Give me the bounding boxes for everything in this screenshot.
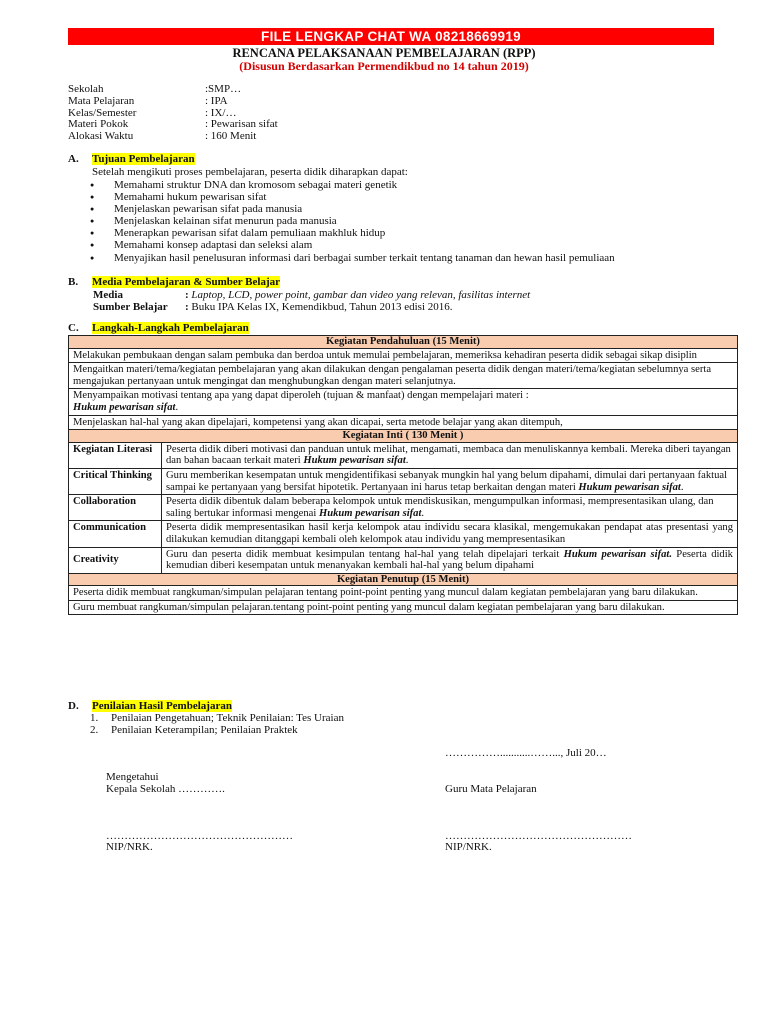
- table-row: Peserta didik membuat rangkuman/simpulan pelajaran tentang point-point penting yang muncul dalam kegiatan pembelajaran yang baru dilakukan.: [69, 586, 738, 601]
- identity-row-alokasi: [68, 131, 256, 142]
- list-item: [90, 712, 344, 724]
- identity-value: : Pewarisan sifat: [205, 118, 278, 130]
- list-text: Penilaian Keterampilan; Penilaian Praktek: [111, 724, 298, 736]
- media-value: Laptop, LCD, power point, gambar dan video yang relevan, fasilitas internet: [191, 289, 531, 301]
- section-letter: C.: [68, 322, 79, 334]
- list-number: 2.: [90, 724, 99, 736]
- table-row: Mengaitkan materi/tema/kegiatan pembelajaran yang akan dilakukan dengan pengalaman peserta didik dengan materi/tema/kegiatan sebelumnya serta mengajukan pertanyaan untuk mengingat dan menghubungkan dengan materi selanjutnya.: [69, 363, 738, 389]
- promo-banner: FILE LENGKAP CHAT WA 08218669919: [68, 28, 714, 45]
- cell-topic: Hukum pewarisan sifat: [303, 455, 406, 467]
- table-cell: Peserta didik dibentuk dalam beberapa kelompok untuk mendiskusikan, mengumpulkan informasi, mempresentasikan ulang, dan saling bertukar informasi mengenai Hukum pewarisan sifat.: [162, 495, 738, 521]
- assessment-list: [90, 712, 344, 736]
- list-item: ● Memahami struktur DNA dan kromosom sebagai materi genetik: [90, 179, 615, 191]
- nip-left: NIP/NRK.: [106, 841, 153, 853]
- section-title: Media Pembelajaran & Sumber Belajar: [92, 276, 280, 288]
- cell-topic: Hukum pewarisan sifat: [578, 481, 681, 493]
- cell-topic: Hukum pewarisan sifat: [318, 507, 422, 519]
- signature-line-left: ……………………………………………: [106, 830, 293, 842]
- identity-row-materi: [68, 119, 278, 130]
- identity-value: : IX/…: [205, 107, 237, 119]
- known-by-label: Mengetahui: [106, 771, 159, 783]
- penutup-heading: Kegiatan Penutup (15 Menit): [69, 573, 738, 586]
- cell-text-after: Peserta didik kemudian diberi kesempatan untuk menanyakan kembali hal-hal yang belum dipahami: [166, 548, 733, 572]
- cell-text: Peserta didik diberi motivasi dan panduan untuk melihat, mengamati, membaca dan menuliskannya kembali. Mereka diberi tayangan dan bahan bacaan terkait materi: [166, 443, 731, 467]
- motivation-text: Menyampaikan motivasi tentang apa yang dapat diperoleh (tujuan & manfaat) dengan mempelajari materi :: [73, 390, 529, 402]
- section-a-intro: Setelah mengikuti proses pembelajaran, peserta didik diharapkan dapat:: [92, 166, 408, 178]
- section-b-heading: [68, 276, 280, 288]
- row-label-creativity: Creativity: [69, 547, 162, 573]
- section-c-heading: [68, 322, 249, 334]
- identity-key: Kelas/Semester: [68, 107, 137, 119]
- table-cell: [162, 547, 738, 573]
- section-letter: A.: [68, 153, 79, 165]
- table-cell: Guru memberikan kesempatan untuk mengidentifikasi sebanyak mungkin hal yang belum dipahami, dimulai dari pertanyaan faktual sampai ke pertanyaan yang bersifat hipotetik. Pertanyaan ini harus tetap berkaitan dengan materi Hukum pewarisan sifat.: [162, 468, 738, 494]
- media-label: Media: [93, 289, 123, 301]
- section-title: Penilaian Hasil Pembelajaran: [92, 700, 232, 712]
- learning-steps-table: [68, 335, 738, 615]
- table-row: Menjelaskan hal-hal yang akan dipelajari, kompetensi yang akan dicapai, serta metode belajar yang akan ditempuh,: [69, 415, 738, 430]
- identity-key: Sekolah: [68, 83, 104, 95]
- nip-right: NIP/NRK.: [445, 841, 492, 853]
- table-row: Guru membuat rangkuman/simpulan pelajaran.tentang point-point penting yang muncul dalam kegiatan pembelajaran yang baru dilakukan.: [69, 600, 738, 615]
- section-letter: B.: [68, 276, 79, 288]
- table-row: Menyampaikan motivasi tentang apa yang dapat diperoleh (tujuan & manfaat) dengan mempelajari materi : Hukum pewarisan sifat.: [69, 389, 738, 415]
- objectives-list: [90, 179, 615, 264]
- identity-key: Materi Pokok: [68, 118, 129, 130]
- section-title: Tujuan Pembelajaran: [92, 153, 195, 165]
- document-subtitle: (Disusun Berdasarkan Permendikbud no 14 tahun 2019): [239, 59, 529, 73]
- identity-row-sekolah: [68, 84, 241, 95]
- row-label-literasi: Kegiatan Literasi: [69, 442, 162, 468]
- row-label-collaboration: Collaboration: [69, 495, 162, 521]
- signature-line-right: ……………………………………………: [445, 830, 632, 842]
- teacher-label: Guru Mata Pelajaran: [445, 783, 537, 795]
- row-label-critical-thinking: Critical Thinking: [69, 468, 162, 494]
- table-cell: Peserta didik diberi motivasi dan panduan untuk melihat, mengamati, membaca dan menuliskannya kembali. Mereka diberi tayangan dan bahan bacaan terkait materi Hukum pewarisan sifat.: [162, 442, 738, 468]
- identity-row-mapel: [68, 96, 228, 107]
- table-cell: Peserta didik mempresentasikan hasil kerja kelompok atau individu secara klasikal, mengemukakan pendapat atas presentasi yang dilakukan kemudian ditanggapi kembali oleh kelompok atau individu yang mempresentasikan: [162, 521, 738, 547]
- section-d-heading: [68, 700, 232, 712]
- list-item: ● Memahami hukum pewarisan sifat: [90, 191, 615, 203]
- row-label-communication: Communication: [69, 521, 162, 547]
- list-item: [90, 724, 344, 736]
- place-date: ……………...........……..., Juli 20…: [445, 747, 607, 759]
- list-item: ● Menyajikan hasil penelusuran informasi dari berbagai sumber terkait tentang tanaman dan hewan hasil pemuliaan: [90, 252, 615, 264]
- source-value: Buku IPA Kelas IX, Kemendikbud, Tahun 2013 edisi 2016.: [191, 301, 453, 313]
- cell-text: Peserta didik dibentuk dalam beberapa kelompok untuk mendiskusikan, mengumpulkan informasi, mempresentasikan ulang, dan saling bertukar informasi mengenai: [166, 496, 714, 519]
- pendahuluan-heading: Kegiatan Pendahuluan (15 Menit): [69, 336, 738, 349]
- identity-value: : IPA: [205, 95, 228, 107]
- list-text: Penilaian Pengetahuan; Teknik Penilaian: Tes Uraian: [111, 712, 344, 724]
- identity-key: Mata Pelajaran: [68, 95, 135, 107]
- list-item: ● Memahami konsep adaptasi dan seleksi alam: [90, 239, 615, 251]
- motivation-topic: Hukum pewarisan sifat: [73, 401, 176, 413]
- principal-label: Kepala Sekolah ………….: [106, 783, 225, 795]
- identity-value: : 160 Menit: [205, 130, 257, 142]
- inti-heading: Kegiatan Inti ( 130 Menit ): [69, 430, 738, 443]
- source-row: Sumber Belajar : Buku IPA Kelas IX, Kemendikbud, Tahun 2013 edisi 2016.: [93, 301, 453, 313]
- cell-text: Guru dan peserta didik membuat kesimpulan tentang hal-hal yang telah dipelajari terkait: [166, 548, 560, 560]
- list-number: 1.: [90, 712, 99, 724]
- list-item: ● Menjelaskan kelainan sifat menurun pada manusia: [90, 215, 615, 227]
- media-row: Media : Laptop, LCD, power point, gambar dan video yang relevan, fasilitas internet: [93, 289, 531, 301]
- list-item: ● Menerapkan pewarisan sifat dalam pemuliaan makhluk hidup: [90, 227, 615, 239]
- source-label: Sumber Belajar: [93, 301, 168, 313]
- cell-topic: Hukum pewarisan sifat.: [563, 548, 672, 560]
- identity-value: :SMP…: [205, 83, 242, 95]
- list-item: ● Menjelaskan pewarisan sifat pada manusia: [90, 203, 615, 215]
- document-title: RENCANA PELAKSANAAN PEMBELAJARAN (RPP): [232, 46, 536, 60]
- table-row: Melakukan pembukaan dengan salam pembuka dan berdoa untuk memulai pembelajaran, memeriksa kehadiran peserta didik sebagai sikap disiplin: [69, 348, 738, 363]
- section-letter: D.: [68, 700, 79, 712]
- section-a-heading: [68, 153, 195, 165]
- identity-key: Alokasi Waktu: [68, 130, 134, 142]
- cell-text: Guru memberikan kesempatan untuk mengidentifikasi sebanyak mungkin hal yang belum dipahami, dimulai dari pertanyaan faktual sampai ke pertanyaan yang bersifat hipotetik. Pertanyaan ini harus tetap berkaitan dengan materi: [166, 469, 728, 493]
- section-title: Langkah-Langkah Pembelajaran: [92, 322, 249, 334]
